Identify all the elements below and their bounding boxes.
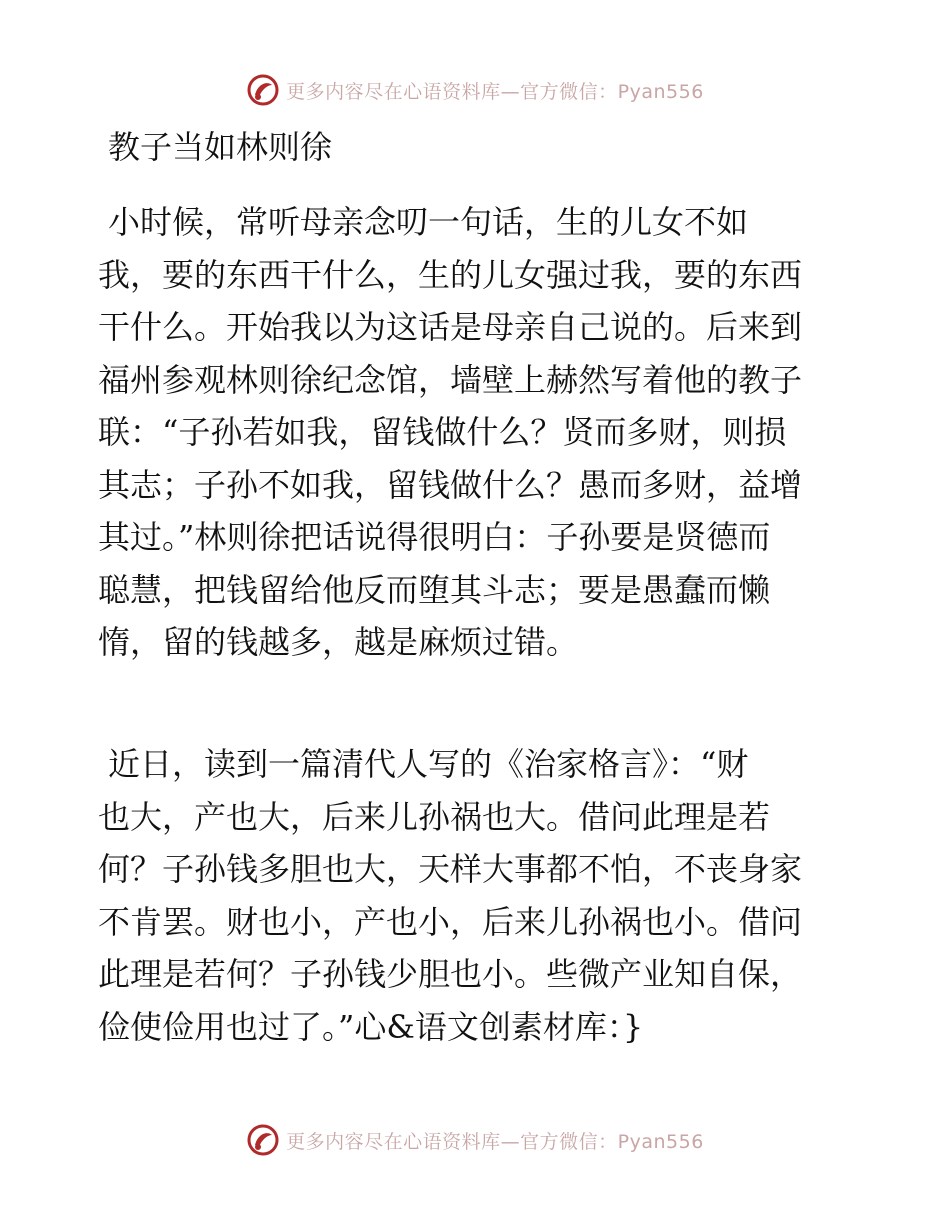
text-line: 不肯罢。财也小，产也小，后来儿孙祸也小。借问 bbox=[98, 902, 803, 941]
text-line: 何？子孙钱多胆也大，天样大事都不怕，不丧身家 bbox=[98, 850, 803, 888]
text-line: 聪慧，把钱留给他反而堕其斗志；要是愚蠢而懒 bbox=[98, 570, 771, 609]
text-line: 联：“子孙若如我，留钱做什么？贤而多财，则损 bbox=[98, 413, 787, 451]
header-banner bbox=[0, 70, 950, 110]
text-line: 其志；子孙不如我，留钱做什么？愚而多财，益增 bbox=[98, 465, 803, 504]
text-line: 此理是若何？子孙钱少胆也小。些微产业知自保， bbox=[98, 955, 803, 993]
footer-banner-text: 更多内容尽在心语资料库—官方微信：Pyan556 bbox=[286, 1130, 704, 1153]
text-line: 福州参观林则徐纪念馆，墙壁上赫然写着他的教子 bbox=[98, 360, 803, 399]
paragraph-2 bbox=[98, 738, 802, 1053]
text-line: 惰，留的钱越多，越是麻烦过错。 bbox=[98, 623, 579, 661]
text-line: 其过。”林则徐把话说得很明白：子孙要是贤德而 bbox=[98, 518, 771, 556]
header-banner-text: 更多内容尽在心语资料库—官方微信：Pyan556 bbox=[286, 80, 704, 103]
text-line: 干什么。开始我以为这话是母亲自己说的。后来到 bbox=[98, 308, 803, 346]
text-line: 俭使俭用也过了。”心&语文创素材库：} bbox=[98, 1007, 644, 1046]
text-line: 我，要的东西干什么，生的儿女强过我，要的东西 bbox=[98, 255, 803, 294]
text-line: 小时候，常听母亲念叨一句话，生的儿女不如 bbox=[108, 203, 749, 241]
text-line: 近日，读到一篇清代人写的《治家格言》：“财 bbox=[108, 745, 749, 783]
red-swirl-logo-icon bbox=[246, 1123, 280, 1157]
footer-banner bbox=[0, 1120, 950, 1160]
text-line: 也大，产也大，后来儿孙祸也大。借问此理是若 bbox=[98, 797, 771, 836]
paragraph-1 bbox=[98, 196, 802, 669]
red-swirl-logo-icon bbox=[246, 73, 280, 107]
document-title: 教子当如林则徐 bbox=[108, 128, 333, 166]
